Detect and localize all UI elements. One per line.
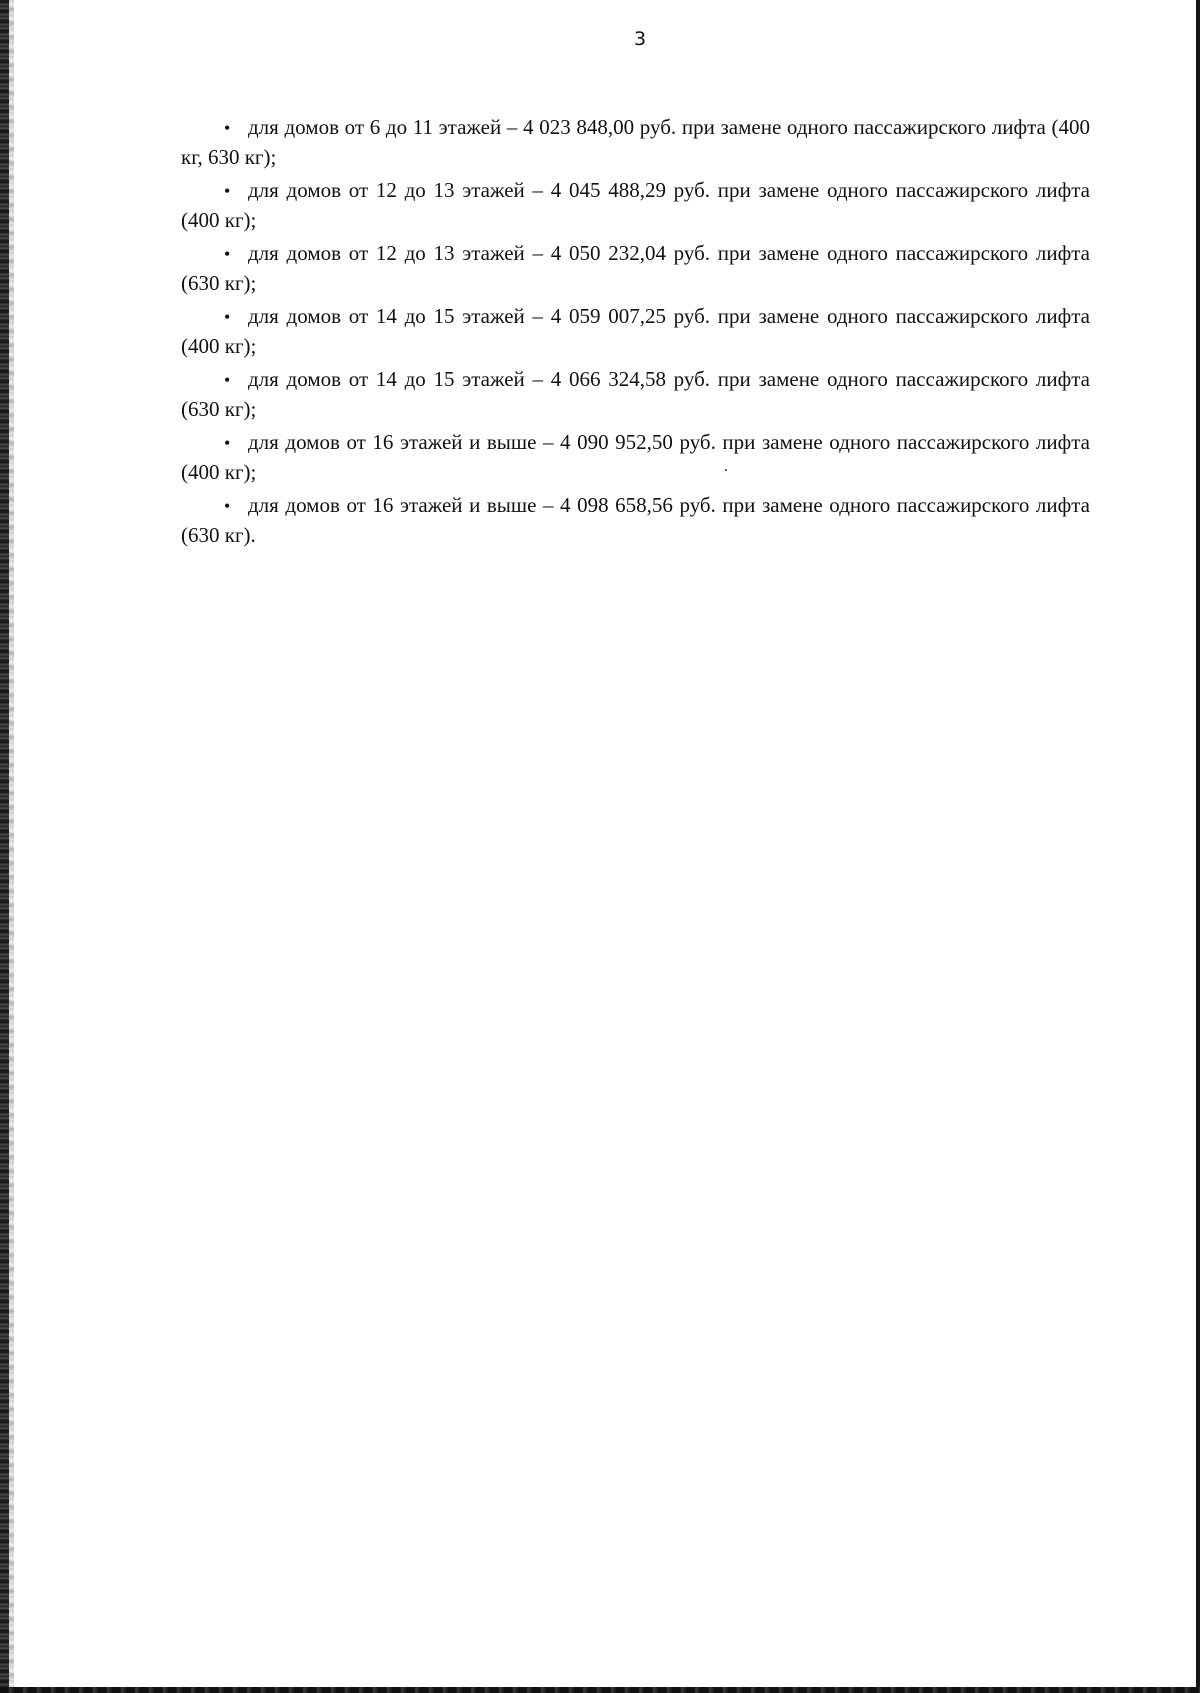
list-item (181, 113, 1090, 172)
document-body (181, 113, 1090, 554)
list-item (181, 302, 1090, 361)
bullet-icon: • (224, 181, 231, 201)
bullet-icon: • (224, 118, 231, 138)
list-item-text: для домов от 12 до 13 этажей – 4 045 488,29 руб. при замене одного пассажирского лифта (400 кг); (181, 178, 1090, 232)
list-item (181, 176, 1090, 235)
list-item-text: для домов от 14 до 15 этажей – 4 059 007,25 руб. при замене одного пассажирского лифта (400 кг); (181, 304, 1090, 358)
bullet-icon: • (224, 496, 231, 516)
scan-speck (725, 469, 727, 471)
list-item (181, 365, 1090, 424)
list-item-text: для домов от 16 этажей и выше – 4 090 952,50 руб. при замене одного пассажирского лифта (400 кг); (181, 430, 1090, 484)
bullet-icon: • (224, 433, 231, 453)
list-item-text: для домов от 16 этажей и выше – 4 098 658,56 руб. при замене одного пассажирского лифта (630 кг). (181, 493, 1090, 547)
bullet-icon: • (224, 307, 231, 327)
scan-edge-bottom (0, 1687, 1200, 1693)
list-item (181, 491, 1090, 550)
list-item (181, 428, 1090, 487)
list-item-text: для домов от 14 до 15 этажей – 4 066 324,58 руб. при замене одного пассажирского лифта (630 кг); (181, 367, 1090, 421)
scan-edge-left-shadow (9, 0, 14, 1693)
bullet-icon: • (224, 244, 231, 264)
bullet-icon: • (224, 370, 231, 390)
list-item-text: для домов от 6 до 11 этажей – 4 023 848,00 руб. при замене одного пассажирского лифта (400 кг, 630 кг); (181, 115, 1090, 169)
list-item-text: для домов от 12 до 13 этажей – 4 050 232,04 руб. при замене одного пассажирского лифта (630 кг); (181, 241, 1090, 295)
scan-edge-left (0, 0, 9, 1693)
list-item (181, 239, 1090, 298)
page-number: 3 (633, 28, 647, 50)
scan-edge-right (1196, 0, 1200, 1693)
